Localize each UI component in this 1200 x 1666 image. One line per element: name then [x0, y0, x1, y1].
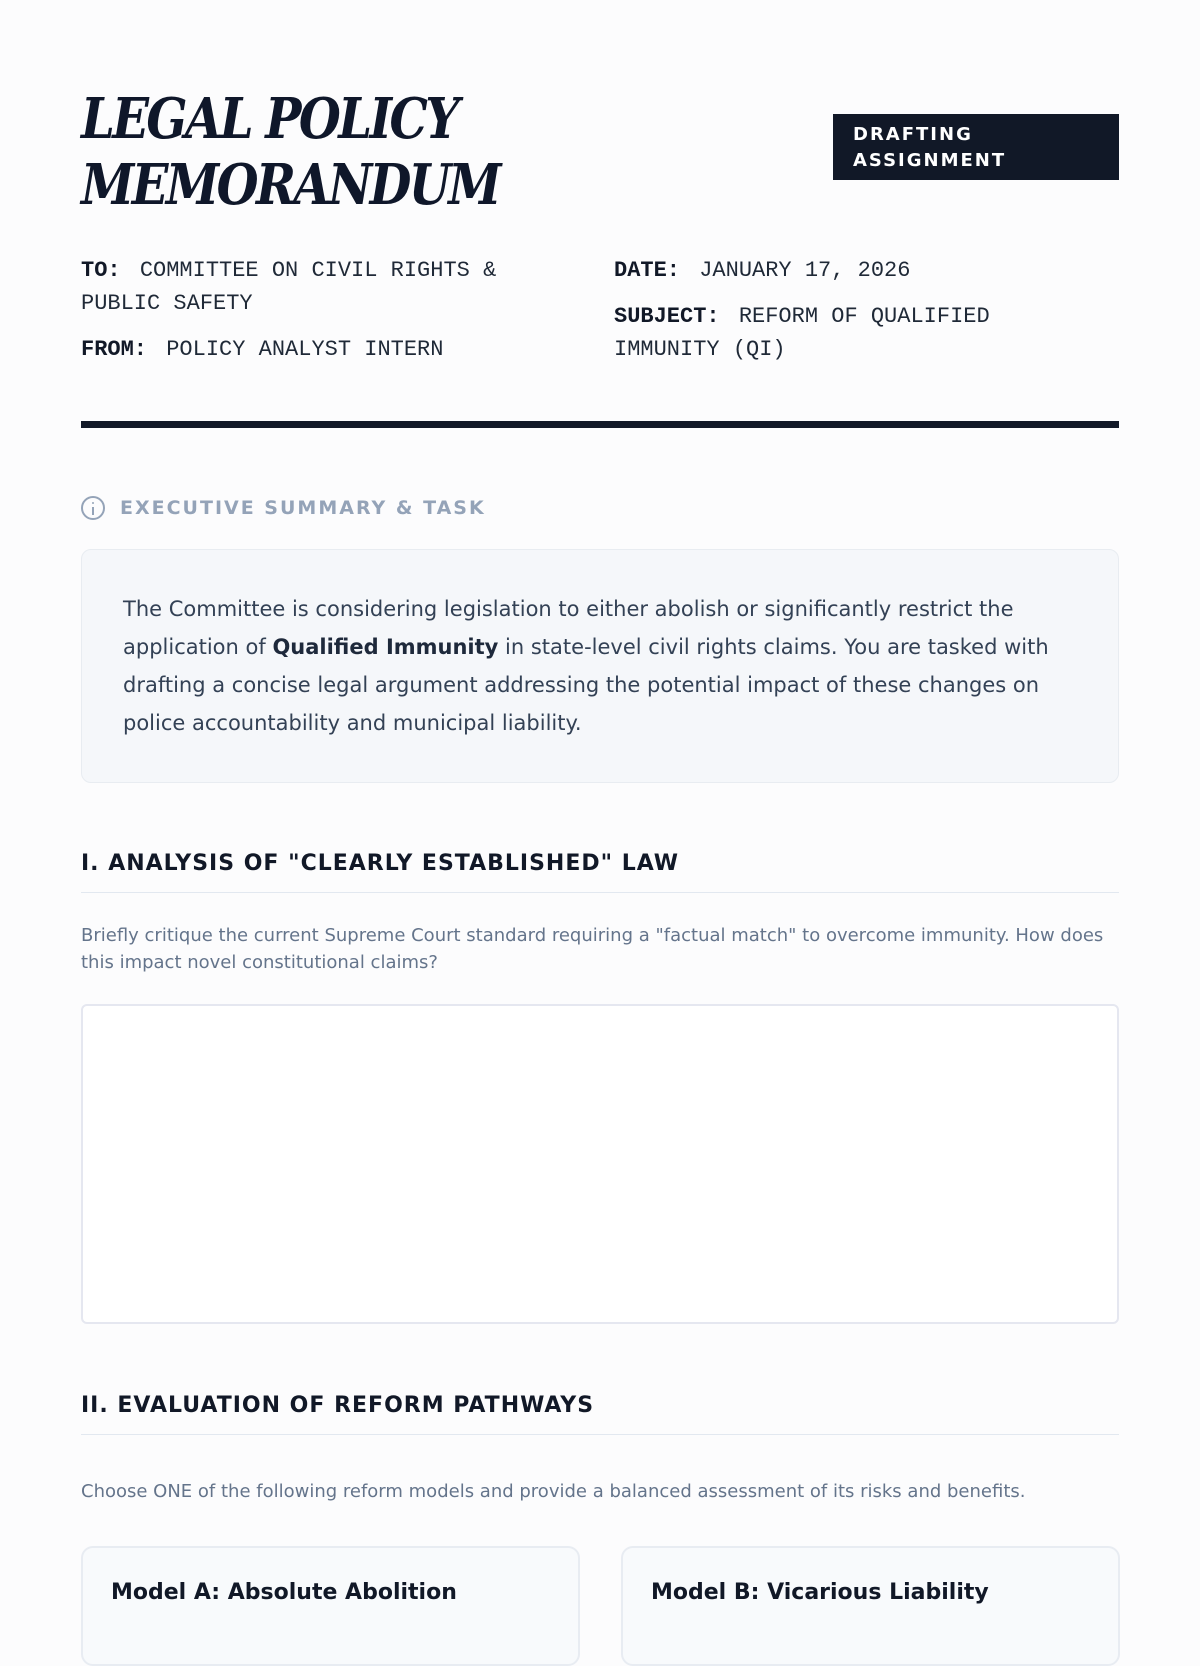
memo-meta — [81, 230, 1119, 426]
meta-from-value: POLICY ANALYST INTERN — [166, 337, 444, 362]
meta-left-column — [81, 254, 551, 379]
meta-to-key: TO: — [81, 258, 121, 283]
model-a-title: Model A: Absolute Abolition — [111, 1580, 457, 1605]
header-divider — [81, 421, 1119, 428]
meta-right-column — [614, 254, 1054, 379]
meta-to-value: COMMITTEE ON CIVIL RIGHTS & PUBLIC SAFETY — [81, 258, 497, 316]
meta-date — [614, 254, 1054, 287]
meta-subject-value: REFORM OF QUALIFIED IMMUNITY (QI) — [614, 304, 990, 362]
executive-summary-text — [123, 590, 1077, 742]
meta-to — [81, 254, 551, 320]
title-line-1: LEGAL POLICY — [81, 86, 458, 152]
executive-summary-heading — [81, 494, 486, 522]
drafting-assignment-badge — [833, 114, 1119, 180]
info-circle-icon — [81, 496, 105, 520]
model-b-title: Model B: Vicarious Liability — [651, 1580, 989, 1605]
meta-date-value: JANUARY 17, 2026 — [699, 258, 911, 283]
executive-summary-label: EXECUTIVE SUMMARY & TASK — [120, 497, 486, 519]
model-b-card[interactable] — [621, 1546, 1120, 1666]
meta-from — [81, 333, 551, 366]
meta-from-key: FROM: — [81, 337, 148, 362]
meta-subject-key: SUBJECT: — [614, 304, 720, 329]
executive-text-bold: Qualified Immunity — [272, 635, 499, 659]
title-line-2: MEMORANDUM — [81, 152, 499, 218]
section-1-answer-textarea[interactable] — [81, 1004, 1119, 1324]
executive-text-before: The Committee is considering legislation to either abolish or significantly restrict the application of — [123, 597, 1014, 659]
meta-date-key: DATE: — [614, 258, 681, 283]
section-2-title: II. EVALUATION OF REFORM PATHWAYS — [81, 1393, 1119, 1435]
executive-summary-box — [81, 549, 1119, 783]
page-title — [81, 86, 499, 218]
executive-text-after: in state-level civil rights claims. You are tasked with drafting a concise legal argument addressing the potential impact of these changes on police accountability and municipal liability. — [123, 635, 1049, 735]
badge-line-2: ASSIGNMENT — [853, 150, 1007, 171]
section-1-description: Briefly critique the current Supreme Court standard requiring a "factual match" to overcome immunity. How does this impact novel constitutional claims? — [81, 925, 1104, 973]
section-1-title: I. ANALYSIS OF "CLEARLY ESTABLISHED" LAW — [81, 851, 1119, 893]
memo-header — [81, 0, 1119, 230]
model-a-card[interactable] — [81, 1546, 580, 1666]
meta-subject — [614, 300, 1054, 366]
badge-line-1: DRAFTING — [853, 124, 973, 145]
section-2-description: Choose ONE of the following reform models and provide a balanced assessment of its risks and benefits. — [81, 1481, 1026, 1502]
